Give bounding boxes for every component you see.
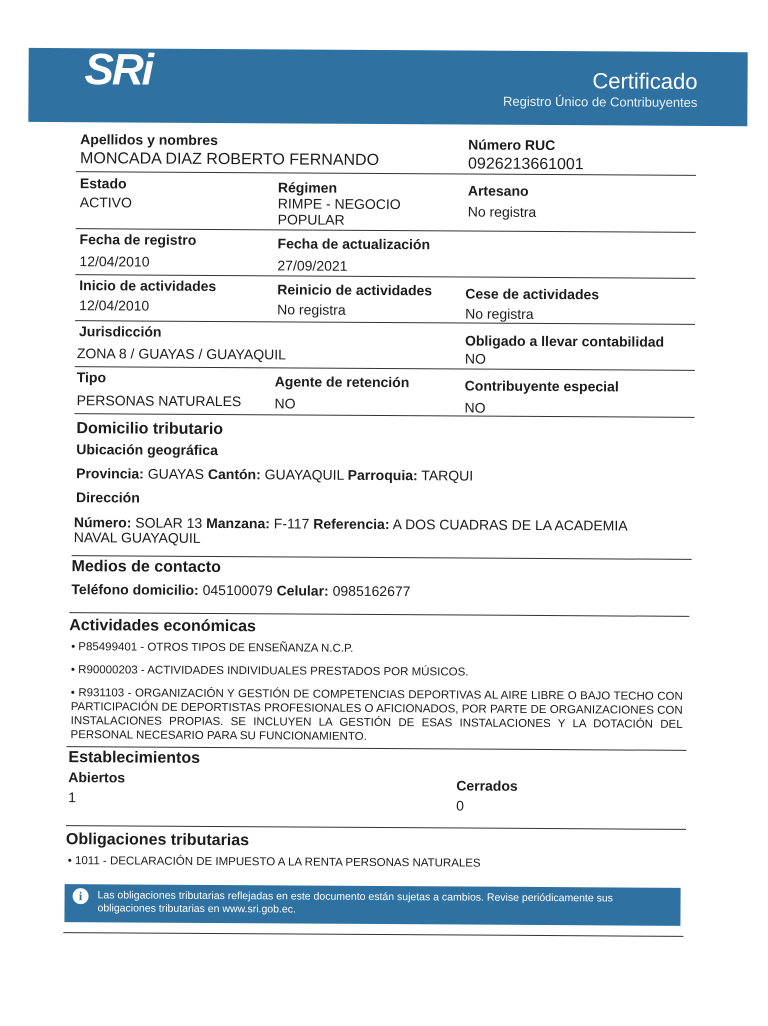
info-icon: i <box>73 888 89 904</box>
reinicio-label: Reinicio de actividades <box>277 281 433 299</box>
obligacion-item: • 1011 - DECLARACIÓN DE IMPUESTO A LA RENTA PERSONAS NATURALES <box>67 855 481 870</box>
cerrados-value: 0 <box>456 797 464 814</box>
canton-label: Cantón: <box>207 465 261 483</box>
name-label: Apellidos y nombres <box>80 131 218 149</box>
obligaciones-title: Obligaciones tributarias <box>65 831 250 850</box>
establecimientos-title: Establecimientos <box>68 749 201 767</box>
contacto-title: Medios de contacto <box>71 558 221 577</box>
divider <box>75 413 695 418</box>
referencia-label: Referencia: <box>313 515 390 533</box>
estado-label: Estado <box>79 175 127 192</box>
manzana-label: Manzana: <box>206 514 270 532</box>
actividad-text: P85499401 - OTROS TIPOS DE ENSEÑANZA N.C.P. <box>78 641 354 655</box>
contabilidad-label: Obligado a llevar contabilidad <box>464 332 665 350</box>
fecha-actualizacion-label: Fecha de actualización <box>277 235 431 253</box>
inicio-value: 12/04/2010 <box>79 297 150 314</box>
artesano-value: No registra <box>467 203 537 220</box>
abiertos-value: 1 <box>68 789 77 806</box>
certificate-title: Certificado <box>592 68 698 94</box>
contabilidad-value: NO <box>464 350 486 367</box>
reinicio-value: No registra <box>277 301 346 318</box>
fecha-registro-value: 12/04/2010 <box>79 253 150 270</box>
referencia-value-line2: NAVAL GUAYAQUIL <box>73 529 201 546</box>
actividad-text: R90000203 - ACTIVIDADES INDIVIDUALES PRESTADOS POR MÚSICOS. <box>78 664 469 679</box>
cese-value: No registra <box>465 305 534 322</box>
ubicacion-line <box>76 465 473 483</box>
parroquia-value: TARQUI <box>421 467 474 484</box>
especial-value: NO <box>464 399 486 416</box>
telefono-value: 045100079 <box>202 581 273 599</box>
telefono-label: Teléfono domicilio: <box>71 581 199 598</box>
domicilio-title: Domicilio tributario <box>76 420 224 439</box>
parroquia-label: Parroquia: <box>347 466 418 484</box>
provincia-value: GUAYAS <box>147 465 205 482</box>
divider <box>75 320 695 325</box>
info-notice <box>64 884 680 926</box>
tipo-value: PERSONAS NATURALES <box>76 392 242 410</box>
estado-value: ACTIVO <box>79 194 132 211</box>
abiertos-label: Abiertos <box>68 769 126 786</box>
ubicacion-label: Ubicación geográfica <box>76 441 218 459</box>
provincia-label: Provincia: <box>76 465 144 482</box>
fecha-actualizacion-value: 27/09/2021 <box>277 257 348 274</box>
numero-label: Número: <box>73 514 132 531</box>
especial-label: Contribuyente especial <box>464 377 619 395</box>
actividad-item: • R931103 - ORGANIZACIÓN Y GESTIÓN DE COMPETENCIAS DEPORTIVAS AL AIRE LIBRE O BAJO TECHO CON PARTICIPACIÓN DE DEPORTISTAS PROFESIONALES O AFICIONADOS, POR PARTE DE ORGANIZACIONES CON INSTALACIONES PROPIAS. SE INCLUYEN LA GESTIÓN DE ESAS INSTALACIONES Y LA DOTACIÓN DEL PERSONAL NECESARIO PARA SU FUNCIONAMIENTO. <box>70 687 683 743</box>
jurisdiccion-label: Jurisdicción <box>78 323 162 340</box>
contacto-line <box>71 581 410 599</box>
artesano-label: Artesano <box>467 182 529 199</box>
ruc-label: Número RUC <box>468 136 556 154</box>
jurisdiccion-value: ZONA 8 / GUAYAS / GUAYAQUIL <box>76 345 286 363</box>
tipo-label: Tipo <box>76 369 107 386</box>
certificate-header <box>28 45 747 126</box>
regimen-label: Régimen <box>277 179 338 196</box>
divider <box>66 825 686 830</box>
divider <box>63 932 683 937</box>
actividad-text: R931103 - ORGANIZACIÓN Y GESTIÓN DE COMPETENCIAS DEPORTIVAS AL AIRE LIBRE O BAJO TECHO CON PARTICIPACIÓN DE DEPORTISTAS PROFESIONALES O AFICIONADOS, POR PARTE DE ORGANIZACIONES CON INSTALACIONES PROPIAS. SE INCLUYEN LA GESTIÓN DE ESAS INSTALACIONES Y LA DOTACIÓN DEL PERSONAL NECESARIO PARA SU FUNCIONAMIENTO. <box>70 687 683 743</box>
taxpayer-name: MONCADA DIAZ ROBERTO FERNANDO <box>80 150 380 169</box>
divider <box>69 612 689 617</box>
divider <box>75 366 695 371</box>
direccion-label: Dirección <box>75 489 140 506</box>
celular-label: Celular: <box>276 582 329 599</box>
cerrados-label: Cerrados <box>456 777 518 794</box>
regimen-value-line2: POPULAR <box>277 211 345 228</box>
canton-value: GUAYAQUIL <box>264 466 344 483</box>
fecha-registro-label: Fecha de registro <box>79 231 197 248</box>
obligacion-text: 1011 - DECLARACIÓN DE IMPUESTO A LA RENTA PERSONAS NATURALES <box>74 855 481 870</box>
cese-label: Cese de actividades <box>465 285 600 303</box>
agente-value: NO <box>274 395 296 412</box>
actividad-item: • P85499401 - OTROS TIPOS DE ENSEÑANZA N.C.P. <box>71 641 354 655</box>
actividad-item: • R90000203 - ACTIVIDADES INDIVIDUALES PRESTADOS POR MÚSICOS. <box>70 664 469 679</box>
agente-label: Agente de retención <box>274 373 410 391</box>
divider <box>76 171 696 176</box>
celular-value: 0985162677 <box>332 582 411 600</box>
referencia-value-line1: A DOS CUADRAS DE LA ACADEMIA <box>392 516 628 534</box>
inicio-label: Inicio de actividades <box>79 277 217 294</box>
ruc-number: 0926213661001 <box>468 155 584 174</box>
manzana-value: F-117 <box>273 515 310 532</box>
numero-value: SOLAR 13 <box>135 514 203 531</box>
actividades-title: Actividades económicas <box>69 617 257 636</box>
sri-logo: SRi <box>84 45 153 95</box>
certificate-subtitle: Registro Único de Contribuyentes <box>503 93 698 110</box>
notice-text: Las obligaciones tributarias reflejadas en este documento están sujetas a cambios. Revise periódicamente sus obligaciones tributarias en www.sri.gob.ec. <box>97 889 613 916</box>
regimen-value-line1: RIMPE - NEGOCIO <box>277 195 401 213</box>
